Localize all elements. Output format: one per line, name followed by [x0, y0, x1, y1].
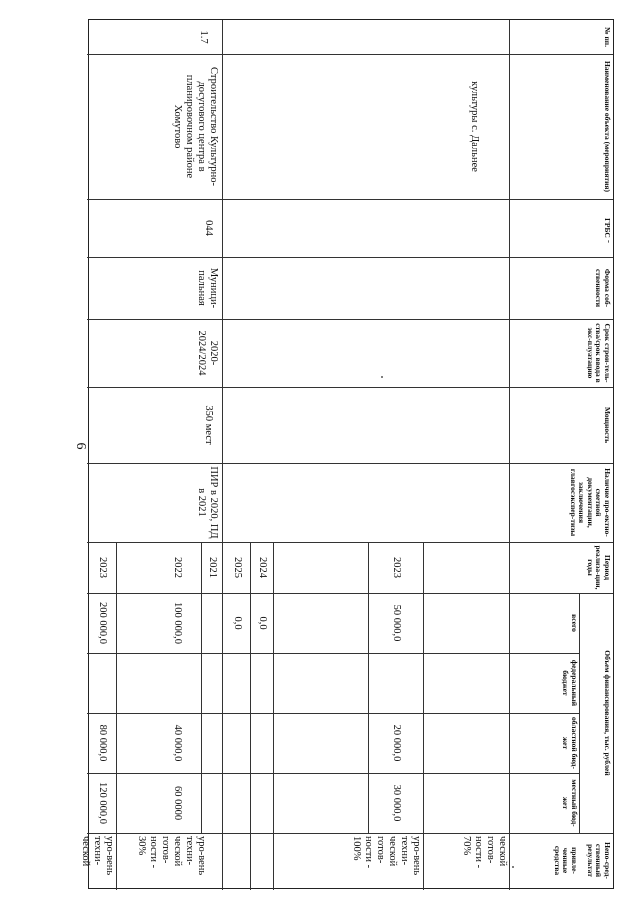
row-3-total: 0,0	[232, 616, 243, 630]
row-4-ownership: Муници-пальная	[196, 267, 219, 309]
row-4-grbs: 044	[203, 220, 214, 236]
header-total: всего	[570, 614, 579, 632]
header-ownership: Форма соб-ственности	[594, 268, 612, 308]
rotated-page	[80, 19, 614, 889]
row-1-regional: 20 000,0	[391, 724, 403, 762]
row-5-regional: 40 000,0	[172, 724, 183, 762]
header-funding: Объем финансирования, тыс. рублей	[603, 650, 612, 776]
row-rule	[423, 542, 424, 890]
row-5-local: 60 0000	[172, 785, 183, 821]
header-grbs: ГРБС	[603, 218, 612, 238]
header-local: местный бюд-жет	[561, 779, 579, 827]
row-5-total: 100 000,0	[172, 602, 183, 644]
row-rule	[273, 542, 274, 890]
column-rule	[87, 773, 580, 774]
row-5-result: уро-вень техни-ческой готов-ности - 30%	[136, 836, 207, 876]
row-rule	[222, 20, 223, 890]
row-5-period: 2022	[172, 557, 183, 578]
row-6-result: уро-вень техни-ческой	[80, 836, 115, 876]
row-6-regional: 80 000,0	[97, 724, 108, 762]
row-4-period: 2021	[207, 557, 219, 578]
header-term: Срок строи-тель-ства/срок ввода в экс-плуатацию	[586, 323, 612, 383]
row-rule	[116, 542, 117, 890]
column-rule	[87, 542, 613, 543]
row-6-period: 2023	[97, 557, 108, 578]
row-1-total: 50 000,0	[391, 604, 403, 642]
row-1-result: уро-вень техни-ческой готов-ности - 100%	[351, 836, 422, 876]
row-6-local: 120 000,0	[97, 782, 108, 824]
row-rule	[509, 20, 510, 890]
column-rule	[87, 713, 580, 714]
row-rule	[201, 542, 202, 833]
page-number: 6	[73, 442, 88, 450]
column-rule	[87, 199, 613, 200]
column-rule	[87, 54, 613, 55]
row-4-docs: ПИР в 2020, ПД в 2021	[196, 466, 219, 539]
row-rule	[250, 542, 251, 890]
header-docs: Наличие про-ектно-сметной документации, заключения главгосэкспер-тизы	[569, 468, 612, 537]
row-1-local: 30 000,0	[391, 784, 403, 822]
row-6-total: 200 000,0	[97, 602, 108, 644]
row-rule	[579, 593, 580, 833]
row-4-capacity: 350 мест	[203, 405, 214, 445]
row-4-num: 1.7	[198, 30, 209, 44]
row-2-total: 0,0	[257, 616, 269, 630]
row-3-period: 2025	[232, 557, 243, 578]
header-period: Период реализа-ции, годы	[586, 545, 612, 590]
column-rule	[87, 593, 613, 594]
column-rule	[87, 653, 580, 654]
header-result: Непо-сред-ственный результат	[586, 842, 612, 879]
row-0-result: ческой готов-ности - 70%	[461, 836, 508, 869]
row-1-period: 2023	[391, 557, 403, 578]
header-capacity: Мощность	[603, 406, 612, 444]
funding-table	[80, 19, 614, 889]
column-rule	[87, 833, 613, 834]
row-4-name: Строительство Культурно-досугового центра в планировочном районе Хомутово	[172, 67, 219, 186]
header-name: Наименование объекта (мероприятия)	[603, 61, 612, 192]
column-rule	[87, 257, 613, 258]
header-regional: областной бюд-жет	[561, 717, 579, 769]
row-4-term: 2020-2024/2024	[196, 330, 219, 376]
row-rule	[368, 542, 369, 833]
header-num: № пп.	[603, 27, 612, 47]
row-2-period: 2024	[257, 557, 269, 578]
row-0-name: культуры с. Дальнее	[469, 81, 480, 172]
header-federal: федеральный бюджет	[561, 659, 579, 707]
column-rule	[87, 463, 613, 464]
header-attracted: привле-ченные средства	[553, 845, 579, 876]
column-rule	[87, 387, 613, 388]
column-rule	[87, 319, 613, 320]
